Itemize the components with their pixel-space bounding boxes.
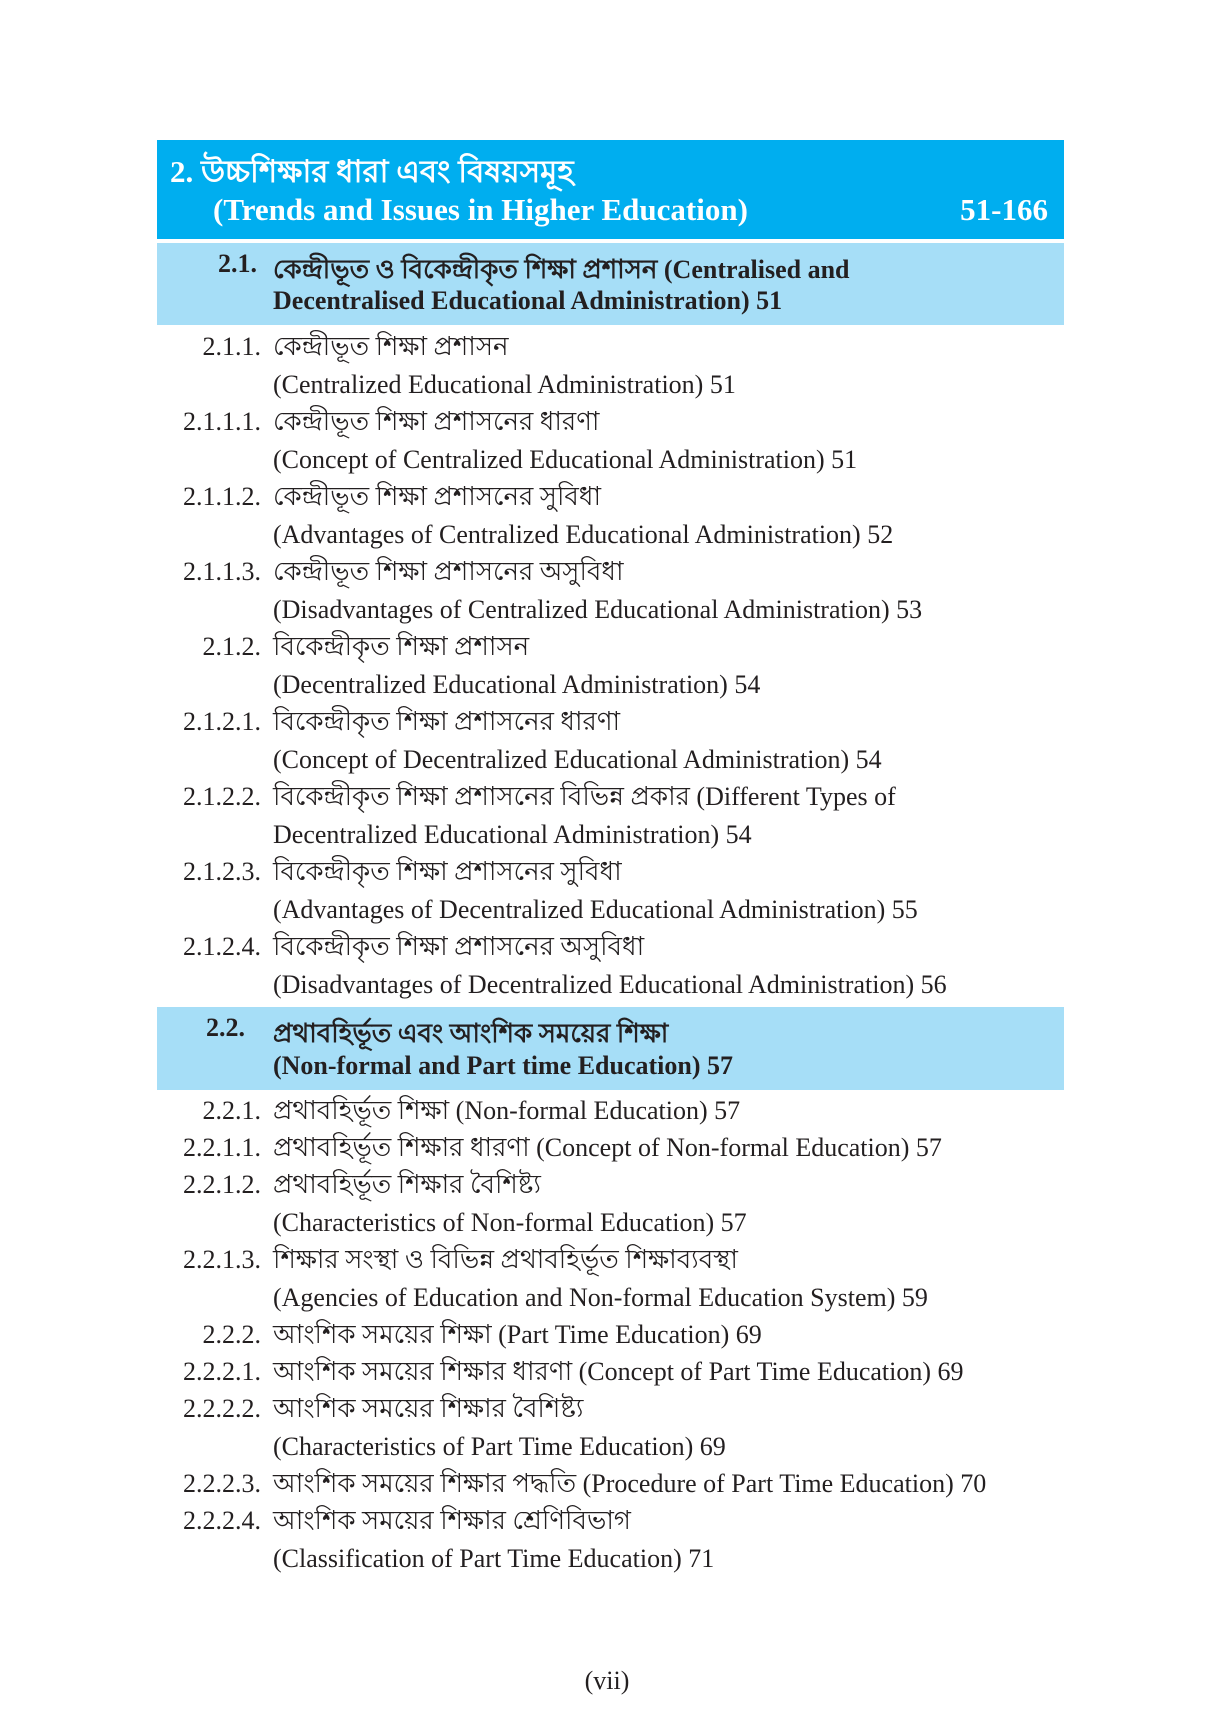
entry-number: 2.1.2.3.	[183, 857, 261, 886]
section-title-line1: কেন্দ্রীভূত ও বিকেন্দ্রীকৃত শিক্ষা প্রশাসন (Centralised and	[273, 255, 850, 284]
entry-title-line1: আংশিক সময়ের শিক্ষা (Part Time Education) 69	[273, 1320, 762, 1349]
entry-title-line2: (Agencies of Education and Non-formal Education System) 59	[273, 1282, 928, 1312]
entry-title-line2: (Advantages of Decentralized Educational Administration) 55	[273, 894, 918, 924]
toc-entry	[157, 1465, 1064, 1502]
section-2-2-entries	[157, 1092, 1064, 1577]
toc-entry	[157, 1129, 1064, 1166]
entry-title-line1: বিকেন্দ্রীকৃত শিক্ষা প্রশাসনের সুবিধা	[273, 857, 622, 886]
toc-entry	[157, 853, 1064, 928]
entry-number: 2.2.2.4.	[183, 1506, 261, 1535]
chapter-header	[157, 140, 1064, 239]
entry-title-line2: (Disadvantages of Decentralized Educational Administration) 56	[273, 969, 947, 999]
entry-title-line1: কেন্দ্রীভূত শিক্ষা প্রশাসনের ধারণা	[273, 407, 600, 436]
entry-title-line1: প্রথাবহির্ভূত শিক্ষা (Non-formal Education) 57	[273, 1096, 741, 1125]
toc-entry	[157, 1166, 1064, 1241]
entry-title-line2: (Advantages of Centralized Educational Administration) 52	[273, 519, 894, 549]
entry-number: 2.2.2.	[202, 1320, 261, 1349]
entry-title-line1: আংশিক সময়ের শিক্ষার পদ্ধতি (Procedure of Part Time Education) 70	[273, 1469, 987, 1498]
entry-number: 2.1.2.4.	[183, 932, 261, 961]
section-title-line1: প্রথাবহির্ভূত এবং আংশিক সময়ের শিক্ষা	[273, 1019, 669, 1048]
toc-entry	[157, 628, 1064, 703]
entry-title-line2: (Centralized Educational Administration) 51	[273, 369, 736, 399]
entry-title-line2: (Concept of Centralized Educational Administration) 51	[273, 444, 858, 474]
entry-number: 2.2.2.2.	[183, 1394, 261, 1423]
entry-title-line2: (Concept of Decentralized Educational Administration) 54	[273, 744, 882, 774]
entry-title-line1: কেন্দ্রীভূত শিক্ষা প্রশাসনের অসুবিধা	[273, 557, 624, 586]
entry-title-line1: বিকেন্দ্রীকৃত শিক্ষা প্রশাসন	[273, 632, 530, 661]
entry-number: 2.2.2.1.	[183, 1357, 261, 1386]
toc-entry	[157, 328, 1064, 403]
chapter-title-english: (Trends and Issues in Higher Education)	[213, 192, 748, 227]
entry-number: 2.2.1.2.	[183, 1170, 261, 1199]
toc-entry	[157, 1353, 1064, 1390]
entry-title-line1: আংশিক সময়ের শিক্ষার শ্রেণিবিভাগ	[273, 1506, 631, 1535]
toc-entry	[157, 1390, 1064, 1465]
entry-number: 2.1.1.3.	[183, 557, 261, 586]
entry-title-line1: কেন্দ্রীভূত শিক্ষা প্রশাসন	[273, 332, 509, 361]
toc-entry	[157, 553, 1064, 628]
toc-entry	[157, 1316, 1064, 1353]
entry-number: 2.1.2.1.	[183, 707, 261, 736]
toc-entry	[157, 703, 1064, 778]
entry-number: 2.2.1.	[202, 1096, 261, 1125]
entry-title-line2: (Disadvantages of Centralized Educational Administration) 53	[273, 594, 923, 624]
entry-number: 2.2.1.1.	[183, 1133, 261, 1162]
toc-entry	[157, 1241, 1064, 1316]
entry-title-line1: আংশিক সময়ের শিক্ষার বৈশিষ্ট্য	[273, 1394, 584, 1423]
chapter-page-range: 51-166	[960, 192, 1048, 227]
chapter-title-bengali: 2. উচ্চশিক্ষার ধারা এবং বিষয়সমূহ	[170, 154, 574, 189]
entry-number: 2.1.2.	[202, 632, 261, 661]
page-number: (vii)	[584, 1666, 630, 1695]
entry-title-line2: Decentralized Educational Administration) 54	[273, 819, 752, 849]
entry-title-line1: আংশিক সময়ের শিক্ষার ধারণা (Concept of Part Time Education) 69	[273, 1357, 964, 1386]
entry-title-line2: (Characteristics of Part Time Education) 69	[273, 1431, 726, 1461]
entry-number: 2.2.2.3.	[183, 1469, 261, 1498]
toc-entry	[157, 928, 1064, 1003]
entry-title-line1: শিক্ষার সংস্থা ও বিভিন্ন প্রথাবহির্ভূত শিক্ষাব্যবস্থা	[273, 1245, 738, 1274]
section-header-2-1	[157, 243, 1064, 325]
entry-number: 2.2.1.3.	[183, 1245, 261, 1274]
entry-title-line2: (Decentralized Educational Administration) 54	[273, 669, 761, 699]
entry-title-line1: বিকেন্দ্রীকৃত শিক্ষা প্রশাসনের অসুবিধা	[273, 932, 645, 961]
section-header-2-2	[157, 1007, 1064, 1090]
section-title-line2: Decentralised Educational Administration) 51	[273, 286, 783, 315]
entry-title-line1: বিকেন্দ্রীকৃত শিক্ষা প্রশাসনের ধারণা	[273, 707, 621, 736]
toc-entry	[157, 778, 1064, 853]
section-2-1-entries	[157, 328, 1064, 1003]
entry-number: 2.1.1.	[202, 332, 261, 361]
entry-title-line2: (Classification of Part Time Education) 71	[273, 1543, 715, 1573]
toc-entry	[157, 1092, 1064, 1129]
toc-entry	[157, 403, 1064, 478]
toc-entry	[157, 1502, 1064, 1577]
toc-entry	[157, 478, 1064, 553]
entry-title-line2: (Characteristics of Non-formal Education) 57	[273, 1207, 747, 1237]
entry-number: 2.1.2.2.	[183, 782, 261, 811]
entry-number: 2.1.1.2.	[183, 482, 261, 511]
section-number: 2.2.	[206, 1013, 245, 1042]
section-title-line2: (Non-formal and Part time Education) 57	[273, 1051, 734, 1080]
section-number: 2.1.	[218, 249, 257, 278]
entry-title-line1: বিকেন্দ্রীকৃত শিক্ষা প্রশাসনের বিভিন্ন প্রকার (Different Types of	[273, 782, 896, 811]
entry-title-line1: প্রথাবহির্ভূত শিক্ষার বৈশিষ্ট্য	[273, 1170, 541, 1199]
entry-title-line1: প্রথাবহির্ভূত শিক্ষার ধারণা (Concept of Non-formal Education) 57	[273, 1133, 942, 1162]
entry-title-line1: কেন্দ্রীভূত শিক্ষা প্রশাসনের সুবিধা	[273, 482, 601, 511]
entry-number: 2.1.1.1.	[183, 407, 261, 436]
